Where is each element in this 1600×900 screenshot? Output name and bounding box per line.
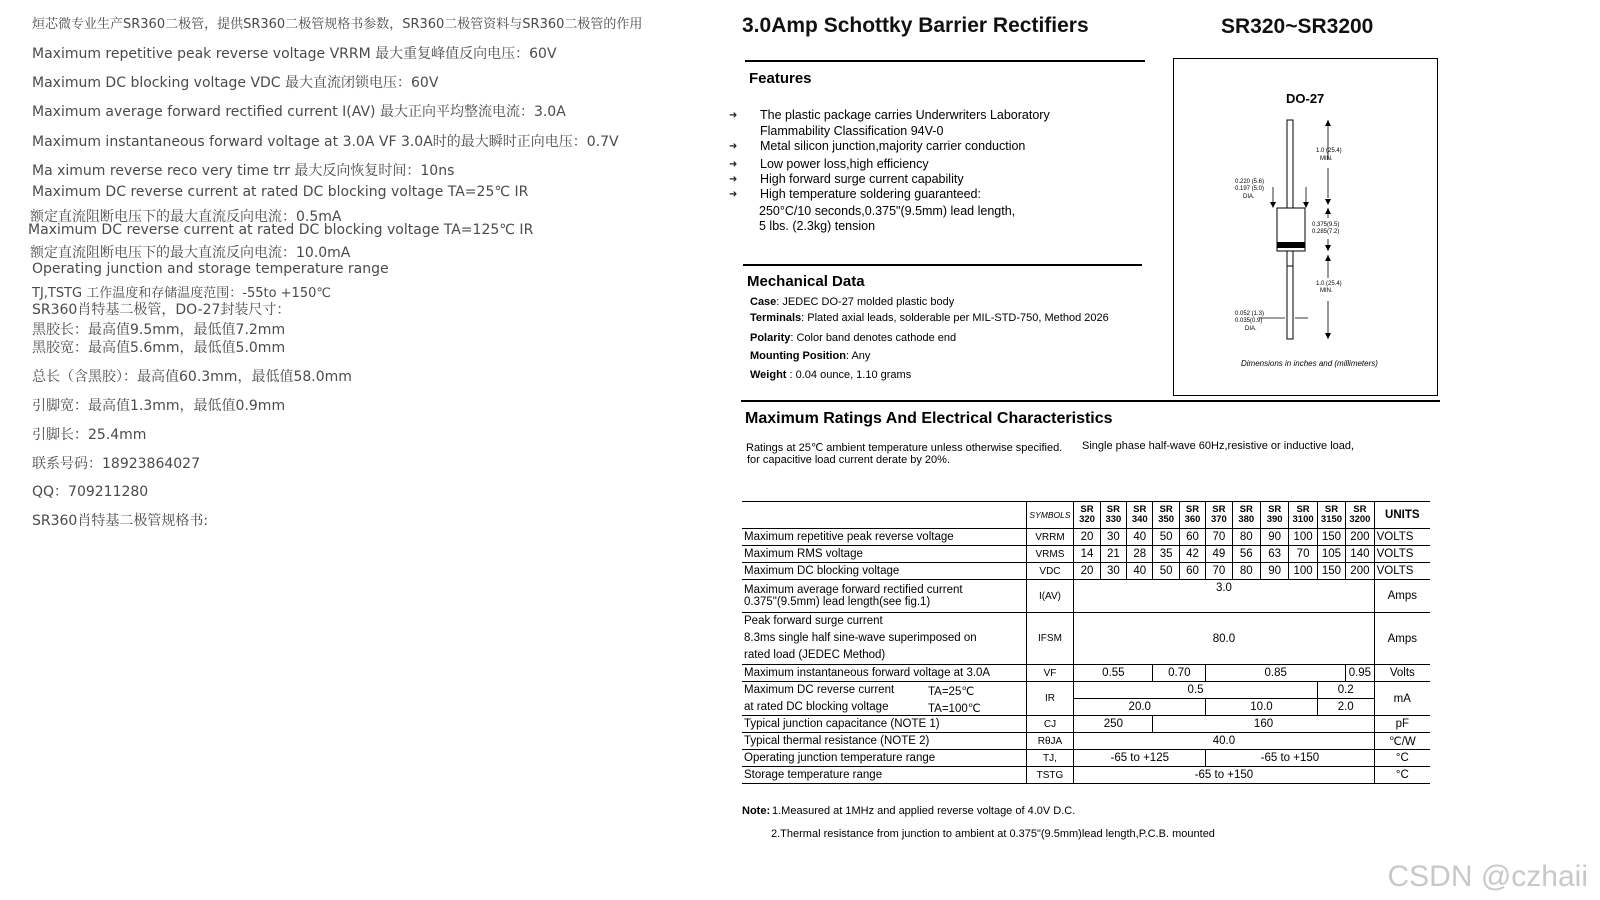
column-header: SR 380 xyxy=(1232,502,1260,529)
value-cell: 90 xyxy=(1260,529,1288,546)
value-cell: 160 xyxy=(1153,716,1374,733)
features-heading: Features xyxy=(749,70,812,87)
mechanical-heading: Mechanical Data xyxy=(747,273,865,290)
param-cell: Storage temperature range xyxy=(742,767,1026,784)
value-cell: 3.0 xyxy=(1074,580,1374,613)
value-cell: 140 xyxy=(1346,546,1374,563)
drawing-caption: Dimensions in inches and (millimeters) xyxy=(1241,359,1378,368)
spec-line: Maximum repetitive peak reverse voltage VRRM 最大重复峰值反向电压：60V xyxy=(32,46,557,62)
value-cell: 200 xyxy=(1346,529,1374,546)
arrow-bullet-icon: ➜ xyxy=(729,141,738,152)
value-cell: 56 xyxy=(1232,546,1260,563)
table-row xyxy=(742,716,1430,733)
value-cell: 0.95 xyxy=(1346,665,1374,682)
param-cell: Peak forward surge current 8.3ms single half sine-wave superimposed on rated load (JEDEC Method) xyxy=(742,613,1026,665)
spec-line: Maximum DC reverse current at rated DC blocking voltage TA=125℃ IR xyxy=(28,222,534,238)
value-cell: -65 to +125 xyxy=(1074,750,1206,767)
value-cell: 0.70 xyxy=(1153,665,1206,682)
dim-label: 0.197 (5.0) xyxy=(1235,186,1265,192)
value-cell: 20 xyxy=(1074,563,1100,580)
value-cell: -65 to +150 xyxy=(1206,750,1374,767)
value-cell: 60 xyxy=(1179,529,1205,546)
dim-label: DIA. xyxy=(1243,194,1255,200)
feature-item: Metal silicon junction,majority carrier conduction xyxy=(760,139,1026,153)
value-cell: 40 xyxy=(1127,563,1153,580)
symbol-cell: CJ xyxy=(1026,716,1074,733)
symbols-header: SYMBOLS xyxy=(1026,502,1074,529)
spec-line: 总长（含黑胶）：最高值60.3mm，最低值58.0mm xyxy=(32,369,352,385)
ratings-note: Single phase half-wave 60Hz,resistive or inductive load, xyxy=(1082,440,1355,452)
table-row xyxy=(742,665,1430,682)
param-cell: Typical junction capacitance (NOTE 1) xyxy=(742,716,1026,733)
symbol-cell: IFSM xyxy=(1026,613,1074,665)
value-cell: 0.5 xyxy=(1074,682,1317,699)
value-cell: 21 xyxy=(1100,546,1126,563)
divider xyxy=(741,400,1440,402)
value-cell: 14 xyxy=(1074,546,1100,563)
unit-cell: mA xyxy=(1374,682,1430,716)
param-cell: Maximum average forward rectified current 0.375"(9.5mm) lead length(see fig.1) xyxy=(742,580,1026,613)
value-cell: 80.0 xyxy=(1074,613,1374,665)
note-2: 2.Thermal resistance from junction to ambient at 0.375"(9.5mm)lead length,P.C.B. mounted xyxy=(771,828,1215,840)
arrow-bullet-icon: ➜ xyxy=(729,174,738,185)
value-cell: 250 xyxy=(1074,716,1153,733)
unit-cell: ℃/W xyxy=(1374,733,1430,750)
param-cell: at rated DC blocking voltage TA=100℃ xyxy=(742,699,1026,716)
value-cell: 30 xyxy=(1100,529,1126,546)
value-cell: 20.0 xyxy=(1074,699,1206,716)
symbol-cell: TSTG xyxy=(1026,767,1074,784)
table-row xyxy=(742,767,1430,784)
value-cell: 40 xyxy=(1127,529,1153,546)
unit-cell: °C xyxy=(1374,767,1430,784)
value-cell: 63 xyxy=(1260,546,1288,563)
value-cell: 70 xyxy=(1206,563,1232,580)
header-blank xyxy=(742,502,1026,529)
table-row xyxy=(742,529,1430,546)
table-row xyxy=(742,613,1430,665)
symbol-cell: VRRM xyxy=(1026,529,1074,546)
part-range: SR320~SR3200 xyxy=(1221,15,1374,38)
value-cell: 10.0 xyxy=(1206,699,1318,716)
spec-line: SR360肖特基二极管规格书: xyxy=(32,513,209,529)
spec-line: Maximum DC reverse current at rated DC blocking voltage TA=25℃ IR xyxy=(32,184,529,200)
mech-terminals: Terminals: Plated axial leads, solderable per MIL-STD-750, Method 2026 xyxy=(750,312,1109,324)
table-row xyxy=(742,733,1430,750)
value-cell: 2.0 xyxy=(1317,699,1374,716)
divider xyxy=(743,264,1142,266)
value-cell: 60 xyxy=(1179,563,1205,580)
value-cell: 50 xyxy=(1153,529,1179,546)
table-row xyxy=(742,699,1430,716)
feature-item: High forward surge current capability xyxy=(760,172,964,186)
table-row xyxy=(742,546,1430,563)
value-cell: 70 xyxy=(1206,529,1232,546)
symbol-cell: RθJA xyxy=(1026,733,1074,750)
ratings-note: for capacitive load current derate by 20%. xyxy=(747,454,951,466)
spec-line: TJ,TSTG 工作温度和存储温度范围：-55to +150℃ xyxy=(32,286,331,301)
spec-line: 额定直流阻断电压下的最大直流反向电流：0.5mA xyxy=(30,209,342,225)
value-cell: 105 xyxy=(1317,546,1345,563)
dim-label: 0.285(7.2) xyxy=(1312,229,1340,235)
value-cell: 0.55 xyxy=(1074,665,1153,682)
symbol-cell: VRMS xyxy=(1026,546,1074,563)
ratings-note: Ratings at 25℃ ambient temperature unless otherwise specified. xyxy=(746,442,1063,454)
value-cell: 200 xyxy=(1346,563,1374,580)
value-cell: 70 xyxy=(1289,546,1317,563)
table-header-row xyxy=(742,502,1430,529)
spec-line: 额定直流阻断电压下的最大直流反向电流：10.0mA xyxy=(30,245,351,261)
value-cell: 42 xyxy=(1179,546,1205,563)
value-cell: 50 xyxy=(1153,563,1179,580)
symbol-cell: TJ, xyxy=(1026,750,1074,767)
table-row xyxy=(742,580,1430,613)
spec-line: 黑胶长：最高值9.5mm，最低值7.2mm xyxy=(32,322,286,338)
arrow-bullet-icon: ➜ xyxy=(729,189,738,200)
feature-item: 250°C/10 seconds,0.375"(9.5mm) lead length, xyxy=(759,204,1016,218)
spec-line: Operating junction and storage temperature range xyxy=(32,261,389,277)
value-cell: 20 xyxy=(1074,529,1100,546)
feature-item: Flammability Classification 94V-0 xyxy=(760,124,944,138)
datasheet-title: 3.0Amp Schottky Barrier Rectifiers xyxy=(742,14,1089,37)
mech-weight: Weight : 0.04 ounce, 1.10 grams xyxy=(750,369,912,381)
ratings-heading: Maximum Ratings And Electrical Characteristics xyxy=(745,410,1113,427)
param-cell: Maximum DC blocking voltage xyxy=(742,563,1026,580)
spec-line: 引脚宽：最高值1.3mm，最低值0.9mm xyxy=(32,398,286,414)
mech-polarity: Polarity: Color band denotes cathode end xyxy=(750,332,957,344)
dim-label: 1.0 (25.4) xyxy=(1316,281,1342,287)
spec-line: 引脚长：25.4mm xyxy=(32,427,147,443)
param-cell: Maximum repetitive peak reverse voltage xyxy=(742,529,1026,546)
value-cell: 30 xyxy=(1100,563,1126,580)
unit-cell: pF xyxy=(1374,716,1430,733)
csdn-watermark: CSDN @czhaii xyxy=(1387,860,1588,893)
spec-line: 黑胶宽：最高值5.6mm，最低值5.0mm xyxy=(32,340,286,356)
symbol-cell: I(AV) xyxy=(1026,580,1074,613)
unit-cell: °C xyxy=(1374,750,1430,767)
dim-label: MIN. xyxy=(1320,288,1333,294)
package-name: DO-27 xyxy=(1286,91,1325,106)
unit-cell: Amps xyxy=(1374,580,1430,613)
dim-label: MIN. xyxy=(1320,156,1333,162)
value-cell: 150 xyxy=(1317,529,1345,546)
dim-label: 1.0 (25.4) xyxy=(1316,148,1342,154)
param-cell: Maximum RMS voltage xyxy=(742,546,1026,563)
feature-item: Low power loss,high efficiency xyxy=(760,157,929,171)
arrow-bullet-icon: ➜ xyxy=(729,110,738,121)
param-cell: Maximum instantaneous forward voltage at 3.0A xyxy=(742,665,1026,682)
dim-label: 0.220 (5.6) xyxy=(1235,179,1265,185)
column-header: SR 370 xyxy=(1206,502,1232,529)
value-cell: 100 xyxy=(1289,563,1317,580)
spec-line: Maximum DC blocking voltage VDC 最大直流闭锁电压：60V xyxy=(32,75,439,91)
column-header: SR 350 xyxy=(1153,502,1179,529)
column-header: SR 340 xyxy=(1127,502,1153,529)
note-label: Note: xyxy=(742,805,771,817)
unit-cell: VOLTS xyxy=(1374,546,1430,563)
unit-cell: Amps xyxy=(1374,613,1430,665)
table-row xyxy=(742,750,1430,767)
spec-line: Ma ximum reverse reco very time trr 最大反向恢复时间：10ns xyxy=(32,163,455,179)
spec-line: SR360肖特基二极管，DO-27封装尺寸： xyxy=(32,302,291,318)
ratings-table xyxy=(742,501,1430,784)
param-cell: Typical thermal resistance (NOTE 2) xyxy=(742,733,1026,750)
dim-label: DIA. xyxy=(1245,326,1257,332)
column-header: SR 390 xyxy=(1260,502,1288,529)
spec-line: Maximum instantaneous forward voltage at 3.0A VF 3.0A时的最大瞬时正向电压：0.7V xyxy=(32,134,619,150)
divider xyxy=(745,60,1145,62)
value-cell: 0.2 xyxy=(1317,682,1374,699)
feature-item: 5 lbs. (2.3kg) tension xyxy=(759,219,876,233)
unit-cell: Volts xyxy=(1374,665,1430,682)
feature-item: The plastic package carries Underwriters Laboratory xyxy=(760,108,1050,122)
value-cell: 90 xyxy=(1260,563,1288,580)
param-cell: Maximum DC reverse current TA=25℃ xyxy=(742,682,1026,699)
contact-phone: 联系号码：18923864027 xyxy=(32,456,200,472)
value-cell: 35 xyxy=(1153,546,1179,563)
param-cell: Operating junction temperature range xyxy=(742,750,1026,767)
mech-case: Case: JEDEC DO-27 molded plastic body xyxy=(750,296,955,308)
mech-mounting: Mounting Position: Any xyxy=(750,350,871,362)
column-header: SR 320 xyxy=(1074,502,1100,529)
intro-line: 烜芯微专业生产SR360二极管，提供SR360二极管规格书参数，SR360二极管资料与SR360二极管的作用 xyxy=(32,17,643,32)
symbol-cell: VDC xyxy=(1026,563,1074,580)
value-cell: 80 xyxy=(1232,529,1260,546)
value-cell: 28 xyxy=(1127,546,1153,563)
units-header: UNITS xyxy=(1374,502,1430,529)
dim-label: 0.035(0.9) xyxy=(1235,318,1263,324)
column-header: SR 3100 xyxy=(1289,502,1317,529)
dim-label: 0.375(9.5) xyxy=(1312,222,1340,228)
value-cell: 0.85 xyxy=(1206,665,1346,682)
value-cell: 100 xyxy=(1289,529,1317,546)
symbol-cell: VF xyxy=(1026,665,1074,682)
value-cell: 150 xyxy=(1317,563,1345,580)
column-header: SR 3200 xyxy=(1346,502,1374,529)
value-cell: 80 xyxy=(1232,563,1260,580)
feature-item: High temperature soldering guaranteed: xyxy=(760,187,981,201)
note-1: 1.Measured at 1MHz and applied reverse voltage of 4.0V D.C. xyxy=(772,805,1076,817)
column-header: SR 360 xyxy=(1179,502,1205,529)
contact-qq: QQ：709211280 xyxy=(32,484,149,500)
symbol-cell: IR xyxy=(1026,682,1074,716)
table-row xyxy=(742,682,1430,699)
dim-label: 0.052 (1.3) xyxy=(1235,311,1265,317)
value-cell: 40.0 xyxy=(1074,733,1374,750)
table-row xyxy=(742,563,1430,580)
column-header: SR 330 xyxy=(1100,502,1126,529)
unit-cell: VOLTS xyxy=(1374,529,1430,546)
do27-outline-drawing xyxy=(1173,58,1436,394)
value-cell: 49 xyxy=(1206,546,1232,563)
spec-line: Maximum average forward rectified current I(AV) 最大正向平均整流电流：3.0A xyxy=(32,104,566,120)
value-cell: -65 to +150 xyxy=(1074,767,1374,784)
column-header: SR 3150 xyxy=(1317,502,1345,529)
arrow-bullet-icon: ➜ xyxy=(729,159,738,170)
unit-cell: VOLTS xyxy=(1374,563,1430,580)
